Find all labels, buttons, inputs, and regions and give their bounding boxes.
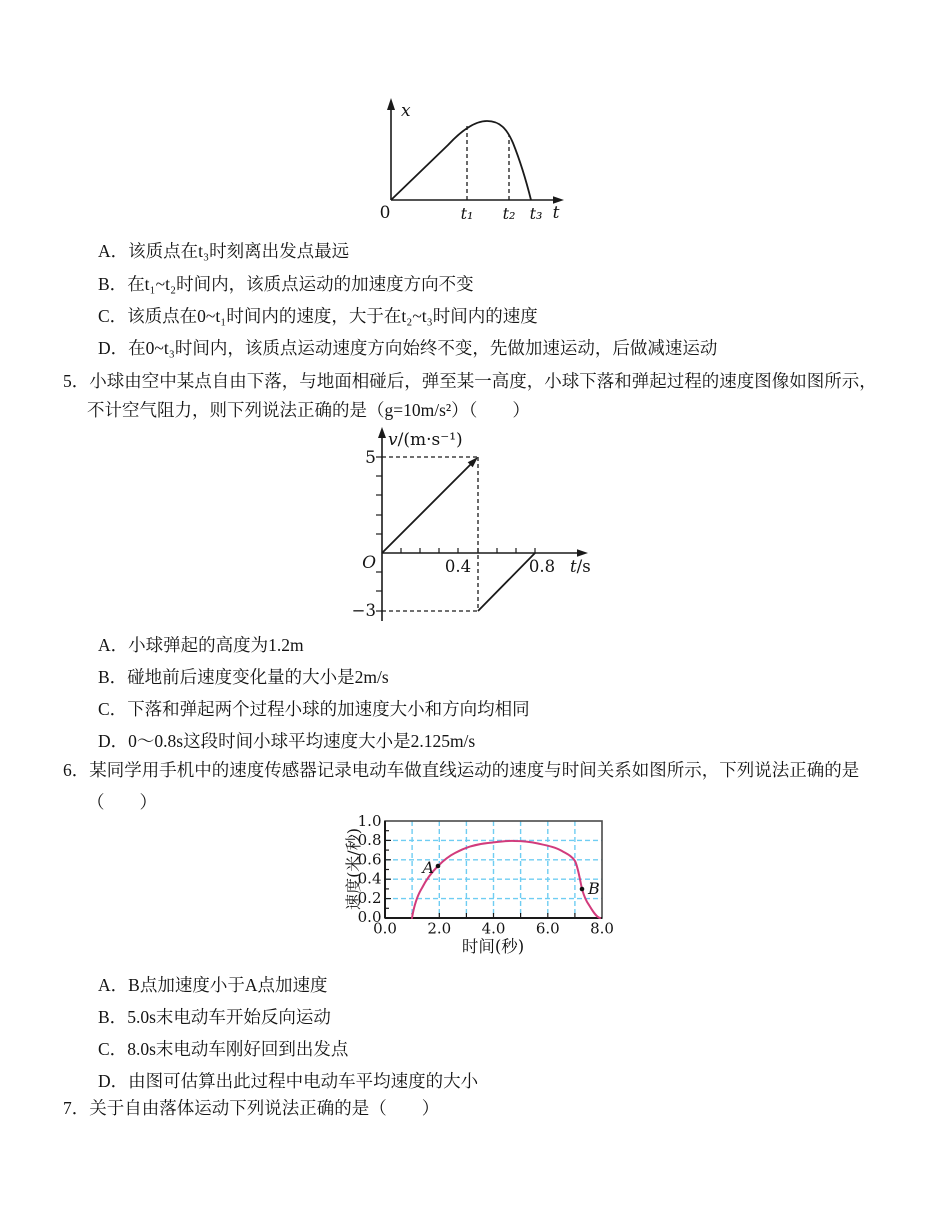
option-label: A． xyxy=(98,975,129,995)
xtick-08-label: 0.8 xyxy=(528,557,556,576)
option-text: 8.0s末电动车刚好回到出发点 xyxy=(127,1039,349,1059)
option-text: 在0~t₃时间内，该质点运动速度方向始终不变，先做加速运动，后做减速运动 xyxy=(128,338,718,358)
option-label: B． xyxy=(98,274,128,294)
q5-option-c xyxy=(98,698,530,720)
x-axis-arrow-icon xyxy=(577,549,588,557)
vt-rebound-segment xyxy=(478,553,535,611)
ymin-tick-label: −3 xyxy=(351,601,376,620)
svg-text:0.2: 0.2 xyxy=(357,889,382,907)
q6-option-d xyxy=(98,1070,478,1092)
q4-option-a xyxy=(98,240,349,262)
question-text: 某同学用手机中的速度传感器记录电动车做直线运动的速度与时间关系如图所示，下列说法正确的是 xyxy=(89,760,860,780)
q6-option-c xyxy=(98,1038,348,1060)
option-label: B． xyxy=(98,667,128,687)
y-axis-arrow-icon xyxy=(387,98,395,110)
origin-label: O xyxy=(362,553,376,573)
question-number: 7． xyxy=(63,1098,90,1118)
option-label: B． xyxy=(98,1007,128,1027)
q7-stem xyxy=(63,1097,439,1119)
question-text: 不计空气阻力，则下列说法正确的是（g=10m/s²）（ ） xyxy=(87,400,530,420)
svg-text:8.0: 8.0 xyxy=(590,919,614,938)
option-text: 下落和弹起两个过程小球的加速度大小和方向均相同 xyxy=(127,699,530,719)
svg-text:0.8: 0.8 xyxy=(357,831,382,849)
y-axis-label: x xyxy=(401,101,411,121)
q4-option-c xyxy=(98,305,538,327)
option-label: C． xyxy=(98,306,128,326)
y-axis-arrow-icon xyxy=(378,427,386,438)
option-text: 该质点在0~t₁时间内的速度，大于在t₂~t₃时间内的速度 xyxy=(127,306,538,326)
xt-axes xyxy=(387,98,564,204)
q5-option-b xyxy=(98,666,389,688)
option-label: D． xyxy=(98,1071,129,1091)
question-text: 小球由空中某点自由下落，与地面相碰后，弹至某一高度，小球下落和弹起过程的速度图像如图所示， xyxy=(89,371,877,391)
option-label: C． xyxy=(98,1039,128,1059)
x-axis-label: t/s xyxy=(570,557,591,576)
vt-fall-segment xyxy=(382,457,478,553)
svg-text:0.0: 0.0 xyxy=(357,908,382,926)
q5-stem-line2 xyxy=(87,399,530,421)
option-text: 在t₁~t₂时间内，该质点运动的加速度方向不变 xyxy=(127,274,474,294)
svg-text:4.0: 4.0 xyxy=(481,919,506,938)
point-b-label: B xyxy=(588,879,600,898)
x-axis-label: 时间(秒) xyxy=(461,937,525,956)
q6-stem-line1 xyxy=(63,759,859,781)
svg-text:0.6: 0.6 xyxy=(357,850,382,869)
question-text: （ ） xyxy=(87,792,157,812)
dashed-guides xyxy=(382,457,478,611)
option-text: 碰地前后速度变化量的大小是2m/s xyxy=(127,667,389,687)
point-b-dot xyxy=(580,887,585,892)
point-a-label: A xyxy=(422,858,434,877)
question-number: 6． xyxy=(63,760,90,780)
option-text: 0～0.8s这段时间小球平均速度大小是2.125m/s xyxy=(128,731,476,751)
xtick-04-label: 0.4 xyxy=(444,557,472,576)
option-text: 由图可估算出此过程中电动车平均速度的大小 xyxy=(128,1071,479,1091)
t1-tick-label: t₁ xyxy=(460,204,474,223)
q5-stem-line1 xyxy=(63,370,877,392)
x-tick-labels xyxy=(373,920,614,938)
q6-option-b xyxy=(98,1006,331,1028)
speed-time-sensor-graph xyxy=(344,806,633,956)
q5-option-d xyxy=(98,730,475,752)
point-a-dot xyxy=(436,864,441,869)
xt-position-time-graph xyxy=(368,96,578,228)
q4-option-b xyxy=(98,273,474,295)
x-axis-label: t xyxy=(552,203,560,223)
vt-axes xyxy=(376,427,588,621)
option-label: A． xyxy=(98,635,129,655)
y-ticks xyxy=(376,457,382,611)
option-label: D． xyxy=(98,338,129,358)
question-text: 关于自由落体运动下列说法正确的是（ ） xyxy=(89,1098,440,1118)
option-text: 该质点在t₃时刻离出发点最远 xyxy=(128,241,350,261)
svg-text:1.0: 1.0 xyxy=(357,812,382,830)
y-axis-label: 速度(米/秒) xyxy=(344,828,363,910)
option-text: 5.0s末电动车开始反向运动 xyxy=(127,1007,331,1027)
question-number: 5． xyxy=(63,371,90,391)
q4-option-d xyxy=(98,337,717,359)
option-label: D． xyxy=(98,731,129,751)
xt-curve xyxy=(391,121,531,200)
svg-text:0.0: 0.0 xyxy=(373,919,397,938)
y-axis-label: v/(m·s⁻¹) xyxy=(388,430,463,450)
grid-lines xyxy=(385,821,602,918)
q6-stem-line2 xyxy=(87,791,157,813)
q6-option-a xyxy=(98,974,327,996)
t2-tick-label: t₂ xyxy=(502,204,516,223)
vt-velocity-time-graph xyxy=(330,425,600,625)
svg-text:2.0: 2.0 xyxy=(427,919,452,938)
option-label: A． xyxy=(98,241,129,261)
option-text: B点加速度小于A点加速度 xyxy=(128,975,328,995)
ymax-tick-label: 5 xyxy=(365,448,376,468)
t3-tick-label: t₃ xyxy=(529,204,543,223)
origin-label: 0 xyxy=(379,203,391,223)
q5-option-a xyxy=(98,634,304,656)
option-text: 小球弹起的高度为1.2m xyxy=(128,635,304,655)
svg-text:0.4: 0.4 xyxy=(357,869,382,888)
option-label: C． xyxy=(98,699,128,719)
svg-text:6.0: 6.0 xyxy=(535,919,560,938)
